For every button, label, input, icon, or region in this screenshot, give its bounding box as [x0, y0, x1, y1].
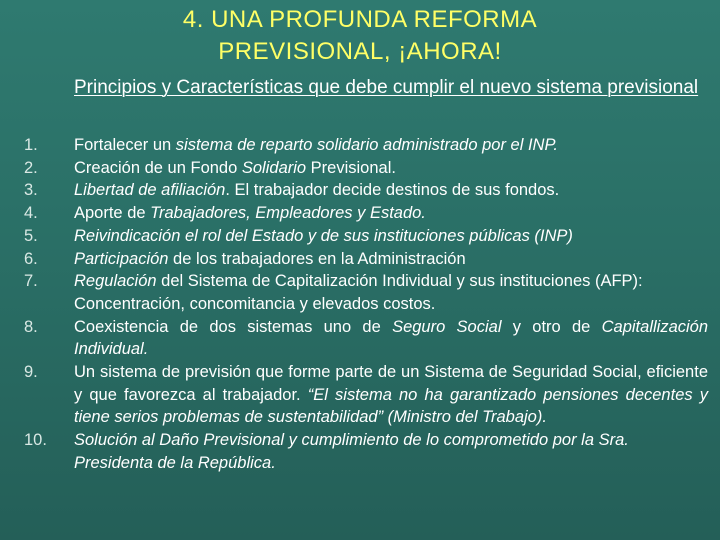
- item-text-part: sistema de reparto solidario administrado por el INP.: [175, 136, 558, 154]
- list-item: [24, 429, 708, 474]
- item-number: 6.: [24, 249, 38, 268]
- item-text-part: Solución al Daño Previsional y cumplimiento de lo comprometido por la Sra. Presidenta de la República.: [74, 431, 629, 472]
- item-number: 3.: [24, 181, 38, 200]
- item-text: [74, 429, 708, 474]
- item-text-part: “El sistema no ha garantizado pensiones decentes y tiene serios problemas de sustentabilidad” (Ministro del Trabajo).: [74, 385, 708, 427]
- slide-title-line-2: PREVISIONAL, ¡AHORA!: [218, 38, 502, 65]
- list-item: [24, 316, 708, 361]
- item-number: 7.: [24, 272, 38, 291]
- item-text: [74, 179, 708, 202]
- item-text: [74, 248, 708, 271]
- item-text-part: del Sistema de Capitalización Individual y sus instituciones (AFP): Concentración, concomitancia y elevados costos.: [74, 272, 643, 313]
- item-text-part: Seguro Social: [392, 317, 502, 336]
- item-text: [74, 225, 708, 248]
- item-text-part: Capitallización Individual.: [74, 317, 709, 359]
- item-text: [74, 316, 708, 361]
- item-text-part: Previsional.: [306, 158, 396, 177]
- item-text-part: Libertad de afiliación: [74, 181, 226, 200]
- list-item: [24, 202, 708, 225]
- item-text-part: de los trabajadores en la Administración: [168, 249, 466, 268]
- item-text-part: Coexistencia de dos sistemas uno de: [74, 317, 393, 336]
- item-text: [74, 202, 708, 225]
- item-number: 10.: [24, 431, 47, 450]
- item-number: 2.: [24, 158, 38, 177]
- principles-list: [24, 134, 708, 475]
- slide-title: [0, 4, 720, 68]
- list-item: [24, 270, 708, 315]
- item-text-part: Aporte de: [74, 204, 151, 223]
- item-text-part: . El trabajador decide destinos de sus fondos.: [225, 181, 560, 200]
- slide-subtitle: Principios y Características que debe cumplir el nuevo sistema previsional: [74, 77, 699, 98]
- list-item: [24, 225, 708, 248]
- list-item: [24, 157, 708, 180]
- item-number: 5.: [24, 226, 38, 245]
- item-number: 1.: [24, 136, 38, 154]
- list-item: [24, 134, 708, 157]
- slide-title-line-1: 4. UNA PROFUNDA REFORMA: [182, 6, 538, 33]
- item-text-part: Creación de un Fondo: [74, 158, 242, 177]
- list-item: [24, 361, 708, 429]
- item-text-part: y otro de: [501, 317, 602, 336]
- item-text: [74, 157, 708, 180]
- item-text-part: Participación: [74, 249, 169, 268]
- item-text: [74, 361, 708, 429]
- item-text-part: Solidario: [241, 158, 307, 177]
- item-number: 4.: [24, 204, 38, 223]
- item-text-part: Fortalecer un: [74, 136, 176, 154]
- item-text-part: Trabajadores, Empleadores y Estado.: [150, 204, 426, 223]
- item-text: [74, 270, 708, 315]
- item-text-part: Un sistema de previsión que forme parte de un Sistema de Seguridad Social, eficiente y que favorezca al trabajador.: [74, 363, 708, 404]
- item-text: [74, 134, 708, 157]
- list-item: [24, 179, 708, 202]
- item-number: 8.: [24, 317, 38, 336]
- item-text-part: Regulación: [74, 272, 157, 291]
- list-item: [24, 248, 708, 271]
- item-text-part: Reivindicación el rol del Estado y de sus instituciones públicas (INP): [74, 226, 573, 245]
- item-number: 9.: [24, 363, 38, 382]
